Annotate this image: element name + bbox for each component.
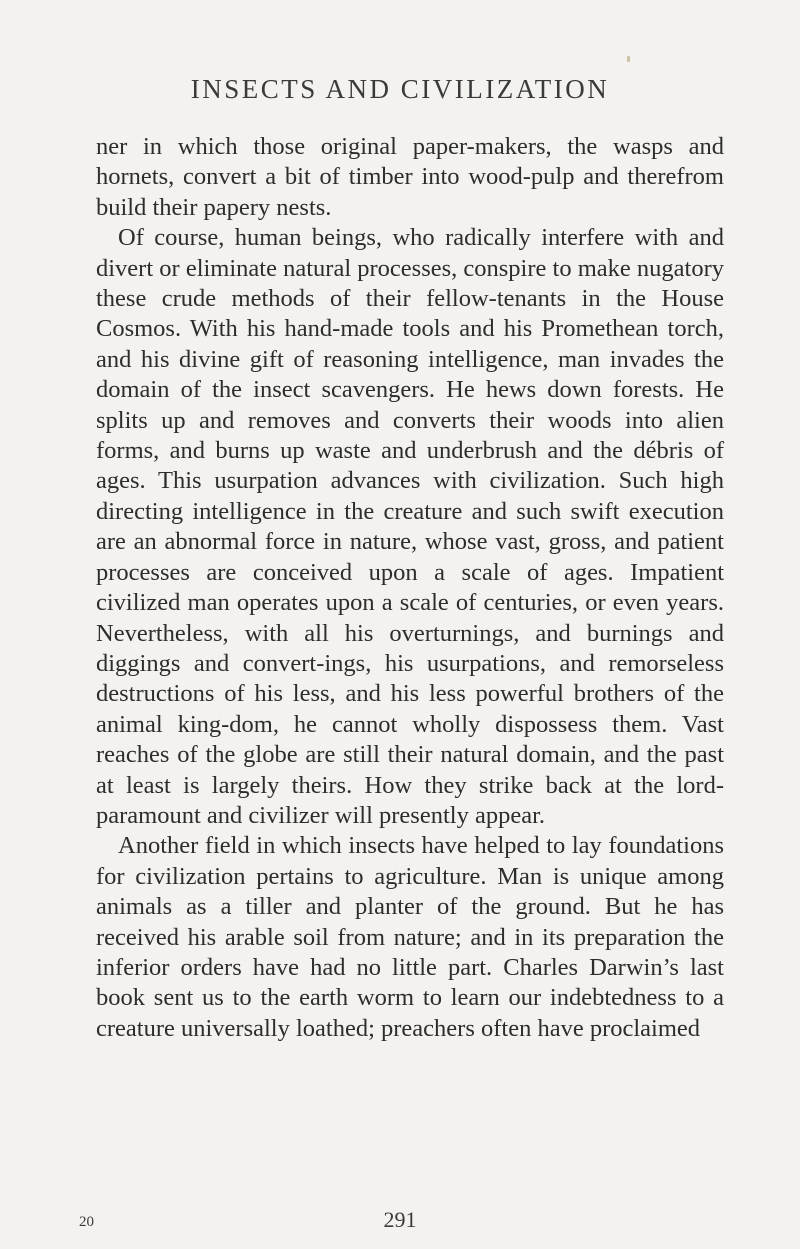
paragraph: Of course, human beings, who radically interfere with and divert or eliminate natural processes, conspire to make nugatory these crude methods of their fellow-tenants in the House Cosmos. With his hand-made tools and his Promethean torch, and his divine gift of reasoning intelligence, man invades the domain of the insect scavengers. He hews down forests. He splits up and removes and converts their woods into alien forms, and burns up waste and underbrush and the débris of ages. This usurpation advances with civilization. Such high directing intelligence in the creature and such swift execution are an abnormal force in nature, whose vast, gross, and patient processes are conceived upon a scale of ages. Impatient civilized man operates upon a scale of centuries, or even years. Nevertheless, with all his overturnings, and burnings and diggings and convert-ings, his usurpations, and remorseless destructions of his less, and his less powerful brothers of the animal king-dom, he cannot wholly dispossess them. Vast reaches of the globe are still their natural domain, and the past at least is largely theirs. How they strike back at the lord-paramount and civilizer will presently appear. xyxy=(96,224,724,829)
paragraph: Another field in which insects have helped to lay foundations for civilization pertains to agriculture. Man is unique among animals as a tiller and planter of the ground. But he has received his arable soil from nature; and in its preparation the inferior orders have had no little part. Charles Darwin’s last book sent us to the earth worm to learn our indebtedness to a creature universally loathed; preachers often have proclaimed xyxy=(96,832,724,1042)
page-number: 291 xyxy=(383,1207,417,1232)
signature-mark: 20 xyxy=(79,1214,94,1230)
body-text xyxy=(96,132,724,1044)
paragraph: ner in which those original paper-makers, the wasps and hornets, convert a bit of timber into wood-pulp and therefrom build their papery nests. xyxy=(96,133,724,221)
paper-speck xyxy=(627,56,630,62)
running-head: INSECTS AND CIVILIZATION xyxy=(190,74,610,104)
